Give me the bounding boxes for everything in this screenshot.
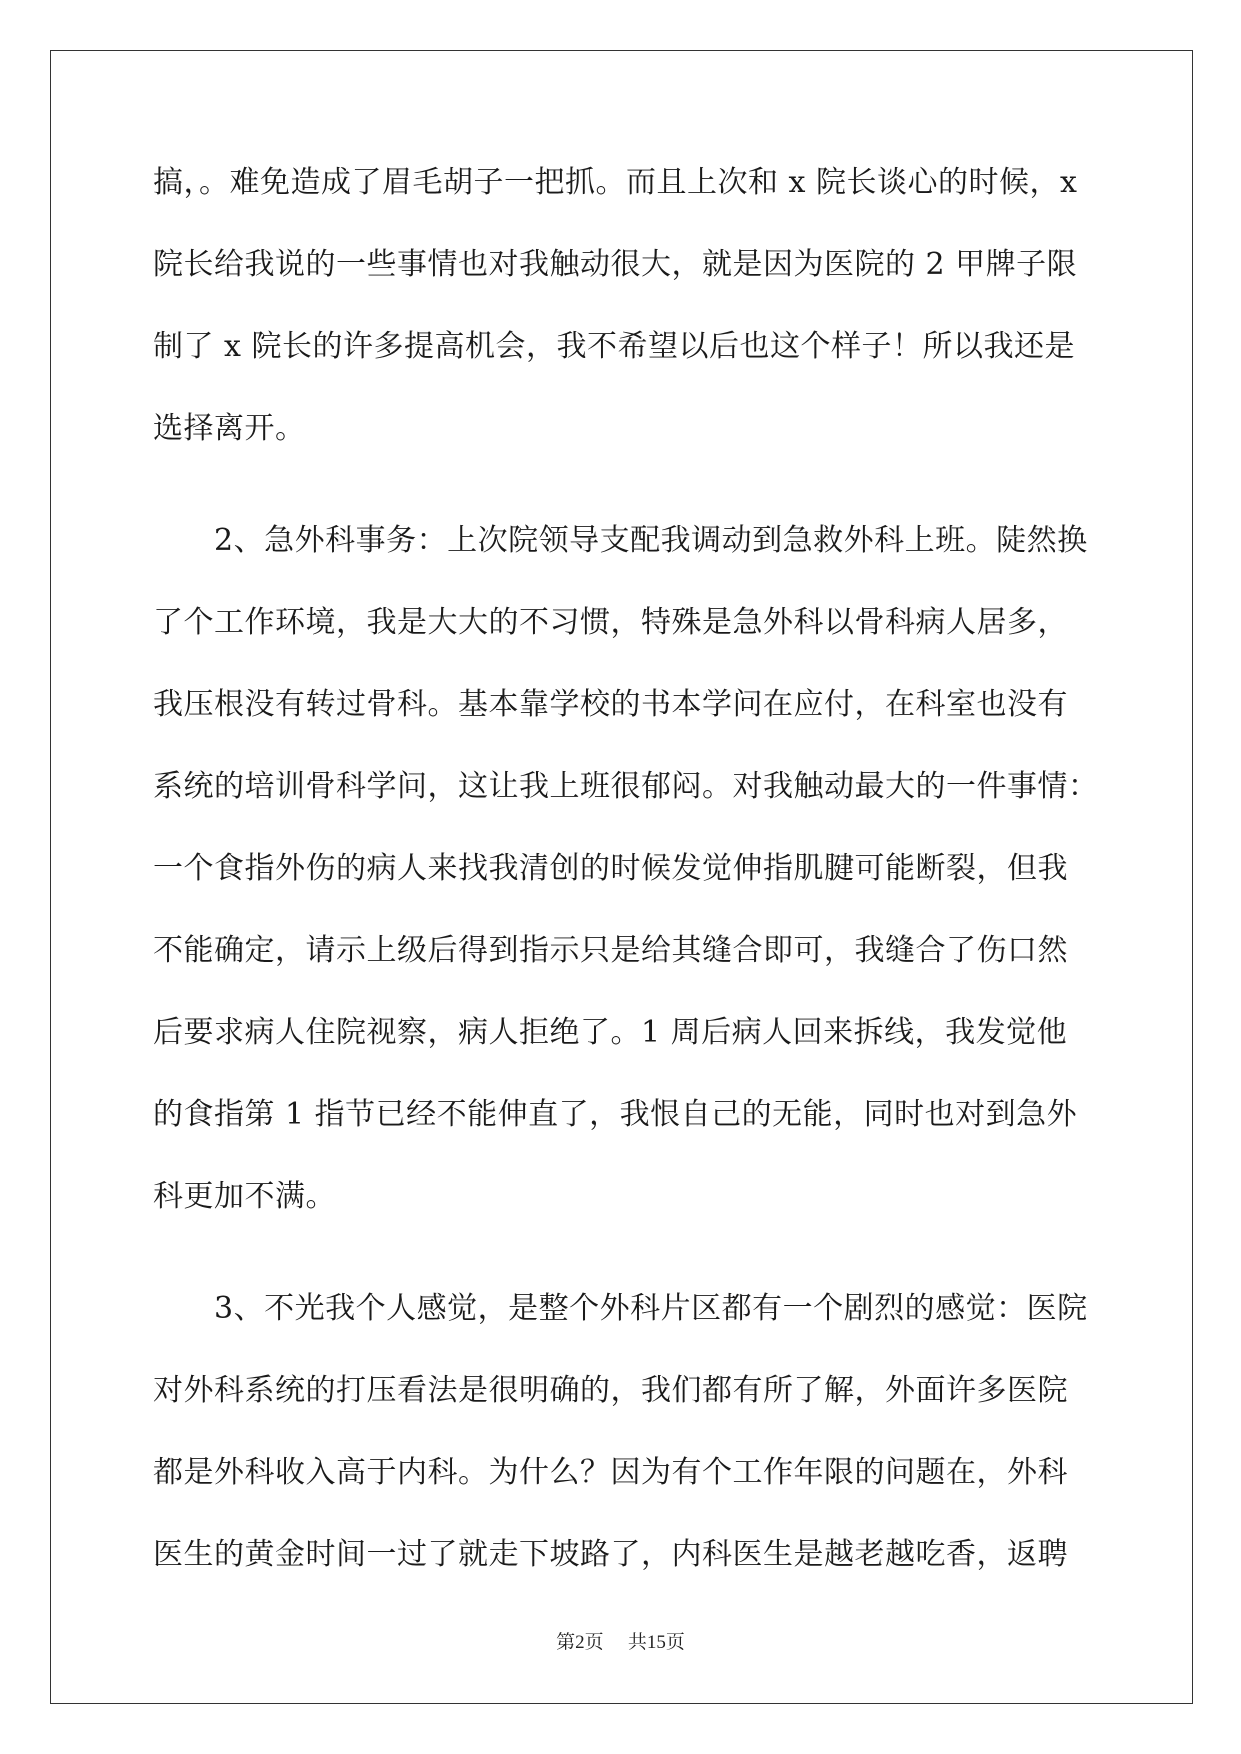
text-line: 选择离开。 [153, 411, 306, 446]
text-line: 2、急外科事务：上次院领导支配我调动到急救外科上班。陡然换 [153, 523, 1088, 558]
text-line: 3、不光我个人感觉，是整个外科片区都有一个剧烈的感觉：医院 [153, 1291, 1088, 1326]
total-prefix: 共 [627, 1631, 647, 1653]
text-line: 我压根没有转过骨科。基本靠学校的书本学问在应付，在科室也没有 [153, 687, 1068, 722]
page-prefix: 第 [556, 1631, 576, 1653]
paragraph-gap [153, 496, 1088, 526]
page-current: 2 [575, 1632, 585, 1653]
text-line: 都是外科收入高于内科。为什么？因为有个工作年限的问题在，外科 [153, 1455, 1068, 1490]
total-suffix: 页 [665, 1631, 685, 1653]
document-body [153, 165, 1099, 1622]
text-line: 制了 x 院长的许多提高机会，我不希望以后也这个样子！所以我还是 [153, 329, 1075, 364]
text-line: 系统的培训骨科学问，这让我上班很郁闷。对我触动最大的一件事情： [153, 769, 1099, 804]
text-line: 医生的黄金时间一过了就走下坡路了，内科医生是越老越吃香，返聘 [153, 1537, 1068, 1572]
text-line: 了个工作环境，我是大大的不习惯，特殊是急外科以骨科病人居多， [153, 605, 1068, 640]
page-total: 15 [646, 1632, 666, 1653]
text-line: 对外科系统的打压看法是很明确的，我们都有所了解，外面许多医院 [153, 1373, 1068, 1408]
text-line: 搞，。难免造成了眉毛胡子一把抓。而且上次和 x 院长谈心的时候，x [153, 165, 1078, 200]
page-suffix: 页 [584, 1631, 604, 1653]
text-line: 的食指第 1 指节已经不能伸直了，我恨自己的无能，同时也对到急外 [153, 1097, 1078, 1132]
text-line: 不能确定，请示上级后得到指示只是给其缝合即可，我缝合了伤口然 [153, 933, 1068, 968]
text-line: 一个食指外伤的病人来找我清创的时候发觉伸指肌腱可能断裂，但我 [153, 851, 1068, 886]
text-line: 后要求病人住院视察，病人拒绝了。1 周后病人回来拆线，我发觉他 [153, 1015, 1068, 1050]
page-footer [0, 1633, 1241, 1652]
paragraph-gap [153, 1264, 1088, 1294]
text-line: 院长给我说的一些事情也对我触动很大，就是因为医院的 2 甲牌子限 [153, 247, 1078, 282]
text-line: 科更加不满。 [153, 1179, 336, 1214]
